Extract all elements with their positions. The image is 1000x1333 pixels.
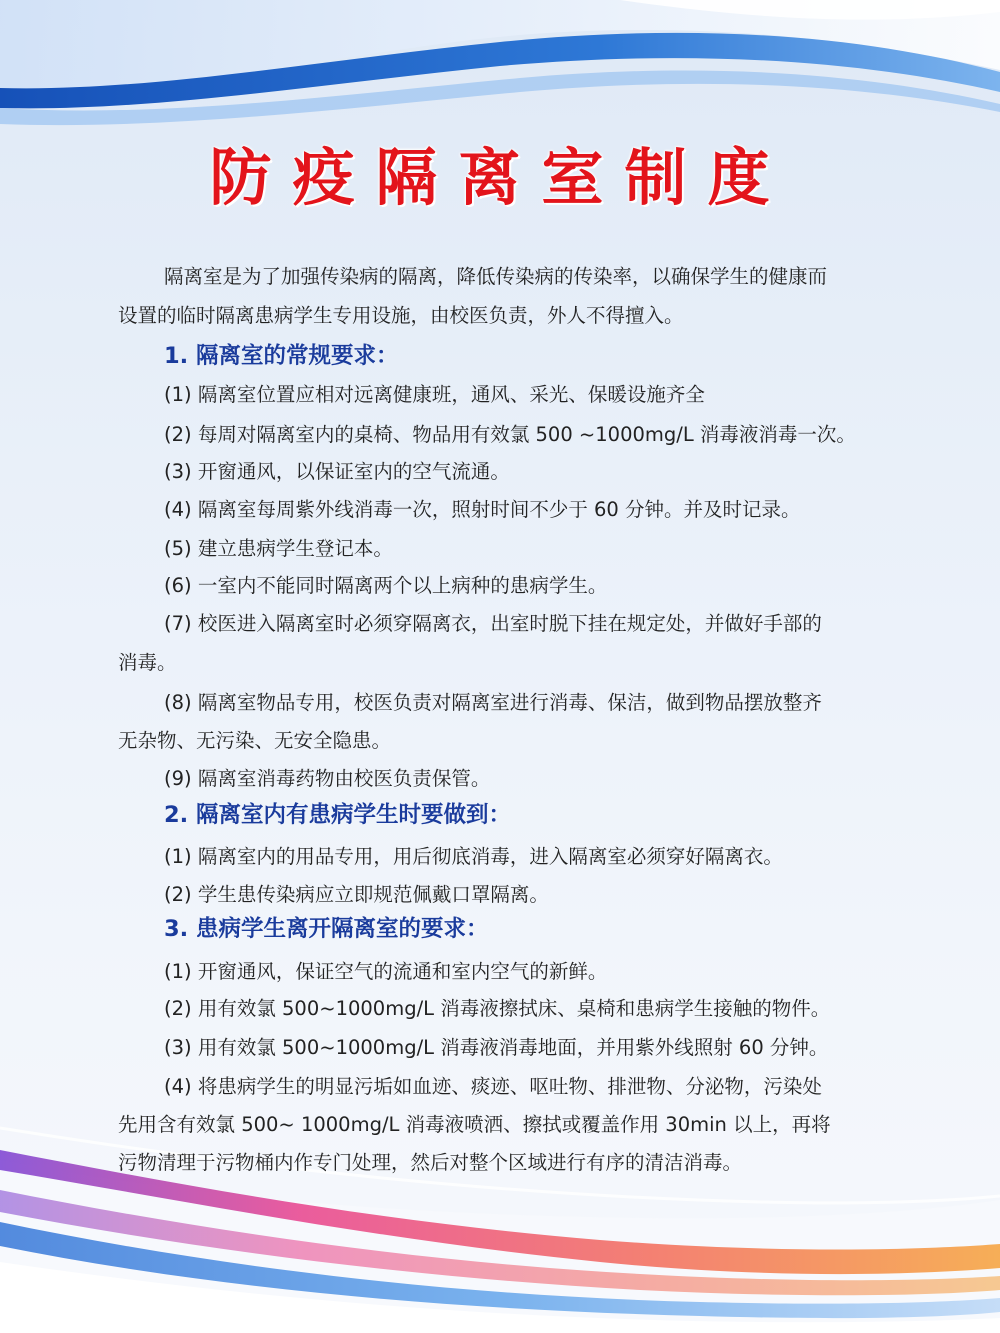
section-1-item-5: (5) 建立患病学生登记本。 bbox=[164, 537, 393, 560]
section-1-item-3: (3) 开窗通风，以保证室内的空气流通。 bbox=[164, 460, 510, 483]
section-1-item-8-line-2: 无杂物、无污染、无安全隐患。 bbox=[118, 729, 392, 752]
section-3-item-2: (2) 用有效氯 500~1000mg/L 消毒液擦拭床、桌椅和患病学生接触的物件。 bbox=[164, 997, 831, 1020]
section-1-item-7-line-1: (7) 校医进入隔离室时必须穿隔离衣，出室时脱下挂在规定处，并做好手部的 bbox=[164, 612, 822, 635]
section-2-item-2: (2) 学生患传染病应立即规范佩戴口罩隔离。 bbox=[164, 883, 549, 906]
section-3-heading: 3. 患病学生离开隔离室的要求： bbox=[164, 916, 489, 942]
intro-line-1: 隔离室是为了加强传染病的隔离，降低传染病的传染率，以确保学生的健康而 bbox=[164, 265, 828, 288]
intro-line-2: 设置的临时隔离患病学生专用设施，由校医负责，外人不得擅入。 bbox=[118, 304, 684, 327]
section-3-item-4-line-2: 先用含有效氯 500~ 1000mg/L 消毒液喷洒、擦拭或覆盖作用 30min 以上，再将 bbox=[118, 1113, 831, 1136]
section-1-item-1: (1) 隔离室位置应相对远离健康班，通风、采光、保暖设施齐全 bbox=[164, 383, 705, 406]
section-1-item-9: (9) 隔离室消毒药物由校医负责保管。 bbox=[164, 767, 491, 790]
section-1-item-4: (4) 隔离室每周紫外线消毒一次，照射时间不少于 60 分钟。并及时记录。 bbox=[164, 498, 801, 521]
section-1-item-6: (6) 一室内不能同时隔离两个以上病种的患病学生。 bbox=[164, 574, 608, 597]
section-1-item-2: (2) 每周对隔离室内的桌椅、物品用有效氯 500 ~1000mg/L 消毒液消毒一次。 bbox=[164, 423, 856, 446]
section-2-item-1: (1) 隔离室内的用品专用，用后彻底消毒，进入隔离室必须穿好隔离衣。 bbox=[164, 845, 783, 868]
section-3-item-1: (1) 开窗通风，保证空气的流通和室内空气的新鲜。 bbox=[164, 960, 608, 983]
section-3-item-4-line-1: (4) 将患病学生的明显污垢如血迹、痰迹、呕吐物、排泄物、分泌物，污染处 bbox=[164, 1075, 822, 1098]
page-title: 防疫隔离室制度 bbox=[209, 141, 791, 214]
section-1-item-7-line-2: 消毒。 bbox=[118, 651, 177, 674]
section-3-item-4-line-3: 污物清理于污物桶内作专门处理，然后对整个区域进行有序的清洁消毒。 bbox=[118, 1151, 743, 1174]
section-3-item-3: (3) 用有效氯 500~1000mg/L 消毒液消毒地面，并用紫外线照射 60 分钟。 bbox=[164, 1036, 829, 1059]
section-1-heading: 1. 隔离室的常规要求： bbox=[164, 343, 399, 369]
section-2-heading: 2. 隔离室内有患病学生时要做到： bbox=[164, 802, 512, 828]
section-1-item-8-line-1: (8) 隔离室物品专用，校医负责对隔离室进行消毒、保洁，做到物品摆放整齐 bbox=[164, 691, 822, 714]
